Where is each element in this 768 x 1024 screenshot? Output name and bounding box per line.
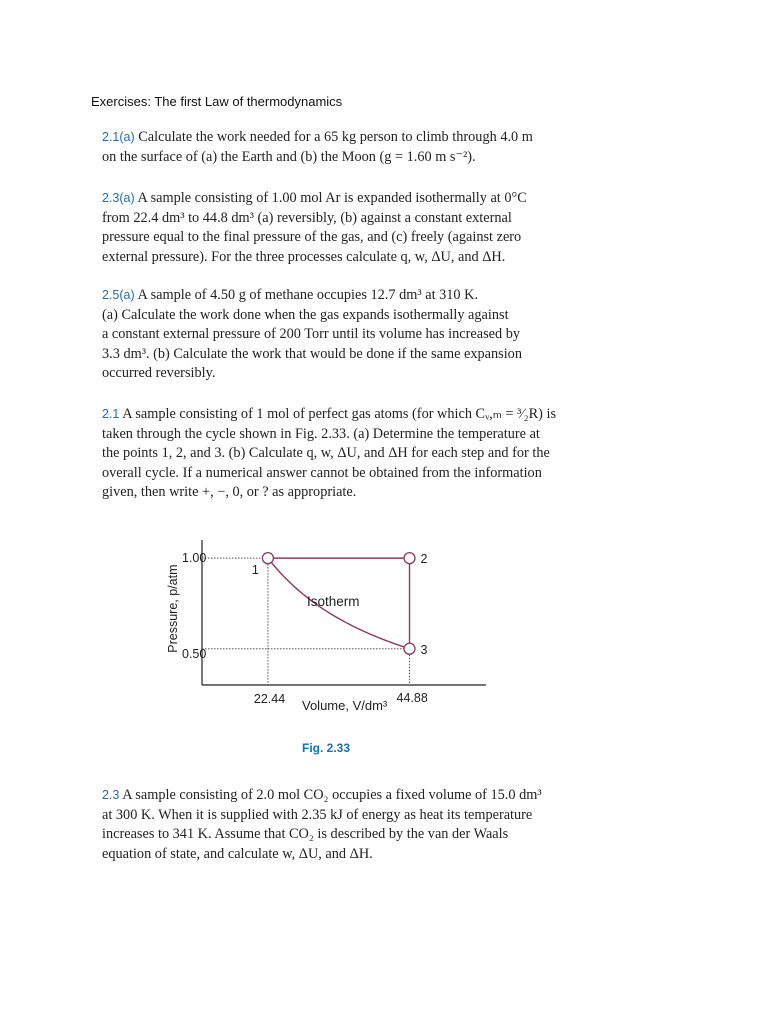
y-tick-label: 0.50 (182, 646, 207, 661)
exercise-line: taken through the cycle shown in Fig. 2.33. (a) Determine the temperature at (102, 425, 540, 442)
exercise-number: 2.5(a) (102, 288, 135, 302)
y-axis-title: Pressure, p/atm (166, 564, 180, 653)
exercise-2-1 (102, 405, 572, 503)
exercise-2-3a (102, 189, 572, 267)
page-title: Exercises: The first Law of thermodynamics (91, 94, 343, 109)
exercise-number: 2.3 (102, 788, 120, 802)
exercise-number: 2.1(a) (102, 130, 135, 144)
exercise-line: 2.3(a) A sample consisting of 1.00 mol Ar is expanded isothermally at 0°C (102, 190, 527, 206)
state-point-1 (262, 553, 273, 564)
x-axis-title: Volume, V/dm³ (302, 698, 388, 713)
exercise-line: 2.1(a) Calculate the work needed for a 65 kg person to climb through 4.0 m (102, 129, 533, 145)
exercise-line: 3.3 dm³. (b) Calculate the work that would be done if the same expansion (102, 345, 522, 362)
exercise-line: 2.5(a) A sample of 4.50 g of methane occupies 12.7 dm³ at 310 K. (102, 287, 479, 303)
exercise-line: pressure equal to the final pressure of the gas, and (c) freely (against zero (102, 229, 522, 246)
state-point-2 (404, 553, 415, 564)
exercise-number: 2.1 (102, 407, 120, 421)
exercise-2-5a (102, 286, 572, 384)
isotherm-label: Isotherm (307, 594, 360, 609)
exercise-line: a constant external pressure of 200 Torr until its volume has increased by (102, 326, 520, 343)
exercise-line: overall cycle. If a numerical answer cannot be obtained from the information (102, 464, 542, 481)
exercise-line: increases to 341 K. Assume that CO₂ is described by the van der Waals (102, 826, 509, 843)
exercise-number: 2.3(a) (102, 191, 135, 205)
y-tick-label: 1.00 (182, 551, 207, 566)
x-tick-label: 22.44 (253, 692, 286, 706)
exercise-line: given, then write +, −, 0, or ? as appropriate. (102, 484, 357, 501)
exercise-line: occurred reversibly. (102, 365, 216, 382)
exercise-line: on the surface of (a) the Earth and (b) the Moon (g = 1.60 m s⁻²). (102, 148, 476, 165)
state-point-3 (404, 643, 415, 654)
exercise-2-1a (102, 128, 572, 167)
x-tick-label: 44.88 (396, 691, 428, 705)
exercise-line: at 300 K. When it is supplied with 2.35 kJ of energy as heat its temperature (102, 806, 533, 823)
exercise-line: equation of state, and calculate w, ΔU, and ΔH. (102, 845, 373, 862)
point-label: 1 (251, 563, 259, 578)
point-label: 2 (420, 552, 428, 567)
exercise-line: (a) Calculate the work done when the gas expands isothermally against (102, 306, 509, 323)
point-label: 3 (420, 642, 428, 657)
exercise-line: the points 1, 2, and 3. (b) Calculate q, w, ΔU, and ΔH for each step and for the (102, 445, 550, 462)
exercise-line: external pressure). For the three processes calculate q, w, ΔU, and ΔH. (102, 248, 506, 265)
pv-cycle-chart (160, 535, 500, 720)
exercise-line: from 22.4 dm³ to 44.8 dm³ (a) reversibly, (b) against a constant external (102, 209, 512, 226)
figure-2-33 (160, 535, 500, 720)
exercise-line: 2.1 A sample consisting of 1 mol of perfect gas atoms (for which Cᵥ,ₘ = ³⁄₂R) is (102, 406, 557, 422)
exercise-line: 2.3 A sample consisting of 2.0 mol CO₂ occupies a fixed volume of 15.0 dm³ (102, 787, 542, 803)
exercise-2-3 (102, 786, 572, 864)
figure-caption: Fig. 2.33 (302, 741, 351, 755)
